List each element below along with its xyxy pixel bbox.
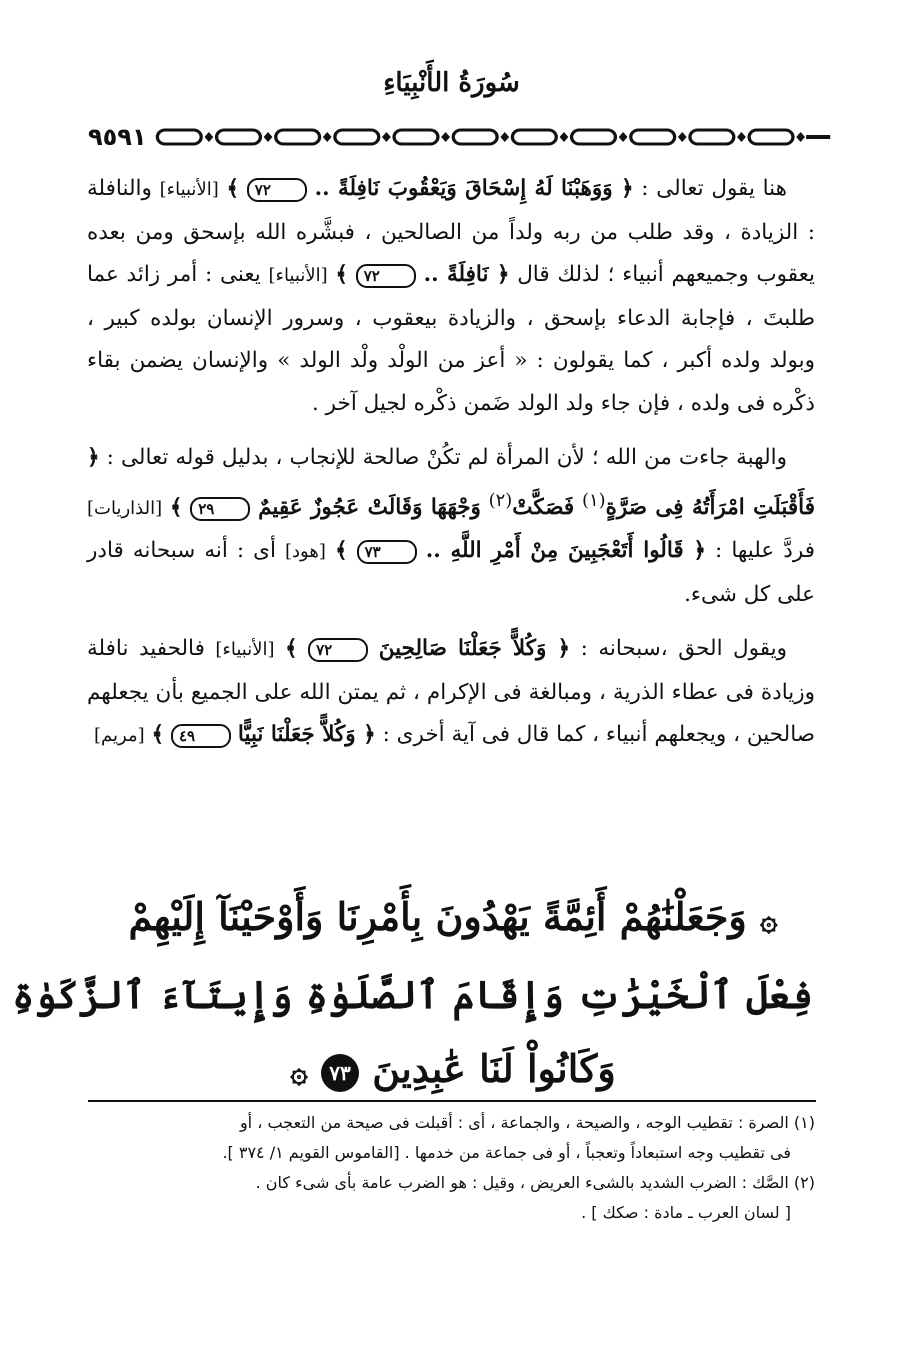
text-span: فالحفيد نافلة وزيادة فى عطاء الذرية ، ومبالغة فى الإكرام ، ثم يمتن الله على الجميع بأن يجعلهم صالحين ، ويجعلهم أنبياء ، كما قال فى آية أخرى : (87, 636, 815, 748)
footnote-marker: (١) (581, 489, 606, 511)
verse-text: وَكَانُواْ لَنَا عَٰبِدِينَ (372, 1046, 616, 1091)
text-span: والهبة جاءت من الله ؛ لأن المرأة لم تكُنْ صالحة للإنجاب ، بدليل قوله تعالى : (106, 445, 787, 470)
text-span: ويقول الحق ،سبحانه : (580, 636, 788, 662)
surah-title: سُورَةُ الأَنْبِيَاءِ (383, 68, 520, 98)
footnote-marker: (٢) (488, 489, 513, 511)
ayah-number-badge: ٧٢ (356, 264, 416, 288)
verse-end-marker: ٧٣ (321, 1054, 359, 1092)
text-span: هنا يقول تعالى : (641, 176, 788, 201)
paragraph-1 (87, 168, 815, 425)
surah-reference: [مريم] (94, 725, 145, 747)
footnote-2: (٢) الصَّك : الضرب الشديد بالشىء العريض ، وقيل : هو الضرب عامة بأى شىء كان . (255, 1173, 815, 1192)
quran-quote: ﴿ وَكُلاًّ جَعَلْنَا نَبِيًّا (237, 722, 376, 748)
paragraph-3 (87, 628, 815, 758)
quran-quote: ﴿ وَوَهَبْنَا لَهُ إِسْحَاقَ وَيَعْقُوبَ نَافِلَةً .. (314, 176, 634, 201)
quran-verse-block (12, 880, 813, 1110)
quran-quote: فَصَكَّتْ (512, 494, 575, 520)
chain-ornament-icon (153, 122, 832, 152)
paragraph-2 (87, 437, 815, 616)
quran-quote: وَجْهَهَا وَقَالَتْ عَجُوزٌ عَقِيمٌ (258, 494, 481, 520)
footnote-divider (88, 1100, 816, 1102)
header-ornament-row (82, 122, 832, 152)
surah-reference: [الأنبياء] (159, 179, 219, 200)
footnote-2-continuation: [ لسان العرب ـ مادة : صكك ] . (581, 1203, 791, 1222)
verse-text: وَجَعَلْنَٰهُمْ أَئِمَّةً يَهْدُونَ بِأَمْرِنَا وَأَوْحَيْنَآ إِلَيْهِمْ (128, 894, 747, 939)
footnote-1-continuation: فى تقطيب وجه استبعاداً وتعجباً ، أو فى جماعة من خدمها . [القاموس القويم ١/ ٣٧٤ ]. (222, 1143, 791, 1162)
quran-quote: ﴿ فَأَقْبَلَتِ امْرَأَتُهُ فِى صَرَّةٍ (87, 445, 815, 520)
body-text (87, 168, 815, 770)
quote-bracket: ﴾ (285, 636, 298, 662)
surah-reference: [الذاريات] (87, 497, 163, 519)
verse-close-ornament-icon: ۞ (290, 1055, 308, 1090)
ayah-number-badge: ٧٣ (357, 540, 417, 564)
text-span: أى : أنه سبحانه قادر على كل شىء. (87, 538, 815, 607)
text-span: فردَّ عليها : (715, 538, 815, 564)
surah-reference: [الأنبياء] (215, 639, 275, 661)
verse-open-ornament-icon: ۞ (759, 903, 778, 938)
verse-line-2: فِعْلَ ٱلْخَيْرَٰتِ وَإِقَامَ ٱلصَّلَوٰةِ وَإِيتَآءَ ٱلزَّكَوٰةِ (12, 972, 813, 1017)
ayah-number-badge: ٤٩ (171, 724, 231, 748)
quote-bracket: ﴾ (226, 176, 240, 201)
quote-bracket: ﴾ (335, 262, 348, 287)
page-number: ٩٥٩١ (88, 123, 147, 151)
text-span: يعنى : أمر زائد عما طلبتَ ، فإجابة الدعاء بإسحق ، والزيادة بيعقوب ، وسرور الإنسان بولده كبير ، وبولد ولده أكبر ، كما يقولون : « أعز من الولْد ولْد الولد » والإنسان يضمن بقاء ذكْره فى ولده ، فإن جاء ولد الولد ضَمن ذكْره لجيل آخر . (87, 262, 815, 416)
quote-bracket: ﴾ (151, 722, 165, 748)
footnotes (87, 1108, 815, 1228)
quote-bracket: ﴾ (169, 494, 183, 520)
ayah-number-badge: ٧٢ (308, 638, 368, 662)
footnote-1: (١) الصرة : تقطيب الوجه ، والصيحة ، والجماعة ، أى : أقبلت فى صيحة من التعجب ، أو (239, 1113, 815, 1132)
text-span: والنافلة : الزيادة ، وقد طلب من ربه ولداً من الصالحين ، فبشَّره الله بإسحق ومن بعده يعقوب وجميعهم أنبياء ؛ لذلك قال (87, 176, 816, 287)
ayah-number-badge: ٢٩ (190, 497, 250, 521)
verse-line-3 (93, 1032, 813, 1110)
quran-quote: ﴿ قَالُوا أَتَعْجَبِينَ مِنْ أَمْرِ اللَّهِ .. (425, 538, 706, 564)
quote-bracket: ﴾ (334, 538, 348, 564)
quran-quote: ﴿ نَافِلَةً .. (423, 262, 510, 287)
surah-reference: [الأنبياء] (268, 265, 328, 286)
quran-quote: ﴿ وَكُلاًّ جَعَلْنَا صَالِحِينَ (378, 636, 571, 662)
surah-reference: [هود] (285, 541, 326, 563)
ayah-number-badge: ٧٢ (247, 178, 307, 202)
verse-line-1 (93, 880, 813, 958)
